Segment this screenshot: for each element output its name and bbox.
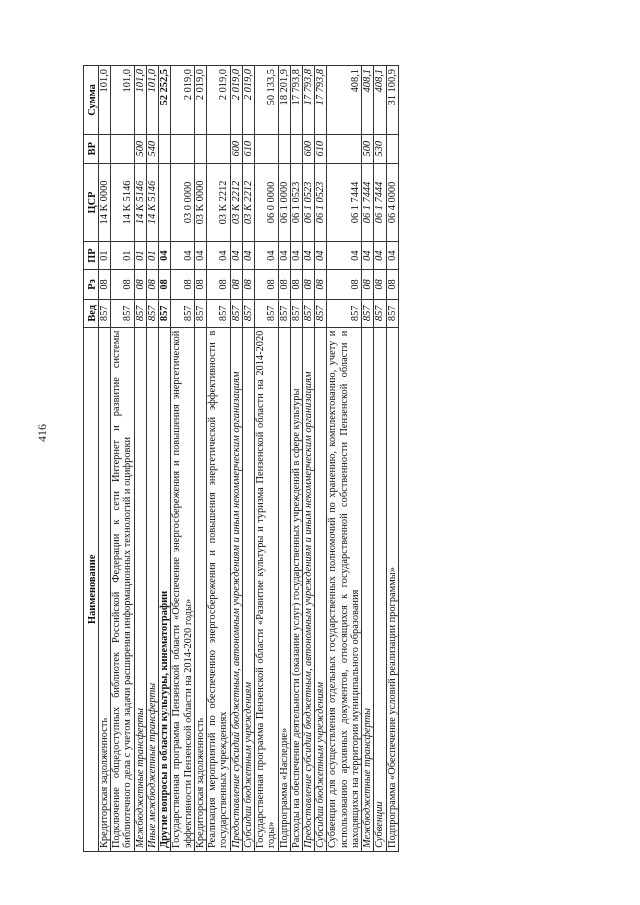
cell-name: Предоставление субсидий бюджетным, автономным учреждениям и иным некоммерческим организациям [302, 327, 314, 851]
cell-vr: 600 [302, 134, 314, 163]
header-name: Наименование [84, 327, 99, 851]
cell-vr [171, 134, 194, 163]
cell-rz: 08 [278, 270, 290, 300]
cell-ved: 857 [99, 299, 111, 327]
cell-name: Государственная программа Пензенской области «Обеспечение энергосбережения и повышения энергетической эффективности Пензенской области на 2014-2020 годы» [171, 327, 194, 851]
cell-name: Межбюджетные трансферты [362, 327, 374, 851]
table-body [99, 66, 399, 852]
cell-name: Подключение общедоступных библиотек Российской Федерации к сети Интернет и развитие системы библиотечного дела с учетом задачи расширения информационных технологий и оцифровки [111, 327, 134, 851]
header-sum: Сумма [84, 66, 99, 135]
cell-name: Подпрограмма «Обеспечение условий реализации программы» [386, 327, 398, 851]
cell-vr [159, 134, 171, 163]
header-csr: ЦСР [84, 163, 99, 242]
table-row [134, 66, 146, 852]
cell-pr: 04 [362, 242, 374, 270]
table-row [278, 66, 290, 852]
cell-vr: 600 [230, 134, 242, 163]
table-row [159, 66, 171, 852]
cell-ved: 857 [146, 299, 158, 327]
cell-rz: 08 [386, 270, 398, 300]
cell-name: Межбюджетные трансферты [134, 327, 146, 851]
header-vr: ВР [84, 134, 99, 163]
cell-vr: 500 [134, 134, 146, 163]
cell-rz: 08 [315, 270, 327, 300]
cell-csr: 06 1 0523 [302, 163, 314, 242]
cell-ved: 857 [278, 299, 290, 327]
cell-sum: 408,1 [362, 66, 374, 135]
cell-sum: 31 100,9 [386, 66, 398, 135]
cell-pr: 04 [194, 242, 206, 270]
table-row [230, 66, 242, 852]
header-ved: Вед [84, 299, 99, 327]
cell-pr: 04 [278, 242, 290, 270]
budget-table-container [83, 65, 556, 852]
cell-ved: 857 [290, 299, 302, 327]
table-row [242, 66, 254, 852]
cell-vr [290, 134, 302, 163]
cell-ved: 857 [207, 299, 230, 327]
cell-ved: 857 [362, 299, 374, 327]
cell-vr: 540 [146, 134, 158, 163]
cell-rz: 08 [111, 270, 134, 300]
cell-ved: 857 [171, 299, 194, 327]
cell-ved: 857 [194, 299, 206, 327]
table-row [362, 66, 374, 852]
cell-csr: 06 0 0000 [255, 163, 278, 242]
cell-pr: 04 [230, 242, 242, 270]
cell-pr: 04 [242, 242, 254, 270]
cell-sum: 2 019,0 [194, 66, 206, 135]
table-row [302, 66, 314, 852]
table-row [207, 66, 230, 852]
cell-sum: 101,0 [99, 66, 111, 135]
cell-name: Предоставление субсидий бюджетным, автономным учреждениям и иным некоммерческим организациям [230, 327, 242, 851]
cell-vr [207, 134, 230, 163]
cell-csr: 14 K 5146 [134, 163, 146, 242]
cell-ved: 857 [134, 299, 146, 327]
cell-vr [327, 134, 362, 163]
cell-csr: 03 K 0000 [194, 163, 206, 242]
header-rz: Рз [84, 270, 99, 300]
cell-rz: 08 [230, 270, 242, 300]
cell-sum: 52 252,5 [159, 66, 171, 135]
cell-sum: 2 019,0 [207, 66, 230, 135]
cell-sum: 101,0 [111, 66, 134, 135]
cell-vr: 500 [362, 134, 374, 163]
cell-vr: 530 [374, 134, 386, 163]
cell-rz: 08 [159, 270, 171, 300]
cell-vr [278, 134, 290, 163]
cell-csr: 06 4 0000 [386, 163, 398, 242]
cell-name: Другие вопросы в области культуры, кинематографии [159, 327, 171, 851]
cell-ved: 857 [386, 299, 398, 327]
cell-sum: 101,0 [146, 66, 158, 135]
cell-pr: 01 [134, 242, 146, 270]
cell-sum: 2 019,0 [230, 66, 242, 135]
cell-ved: 857 [230, 299, 242, 327]
cell-pr: 04 [386, 242, 398, 270]
table-header-row [84, 66, 99, 852]
cell-name: Кредиторская задолженность [194, 327, 206, 851]
cell-pr: 04 [171, 242, 194, 270]
page-number: 416 [35, 424, 49, 442]
cell-sum: 17 793,8 [290, 66, 302, 135]
table-row [111, 66, 134, 852]
cell-sum: 2 019,0 [242, 66, 254, 135]
cell-pr: 04 [207, 242, 230, 270]
cell-ved: 857 [255, 299, 278, 327]
cell-name: Субвенции [374, 327, 386, 851]
cell-rz: 08 [374, 270, 386, 300]
table-row [171, 66, 194, 852]
cell-name: Государственная программа Пензенской области «Развитие культуры и туризма Пензенской области на 2014-2020 годы» [255, 327, 278, 851]
cell-vr: 610 [242, 134, 254, 163]
cell-csr: 03 K 2212 [207, 163, 230, 242]
cell-pr: 04 [159, 242, 171, 270]
cell-csr: 06 1 7444 [374, 163, 386, 242]
cell-sum: 17 793,8 [315, 66, 327, 135]
cell-rz: 08 [146, 270, 158, 300]
cell-rz: 08 [327, 270, 362, 300]
cell-rz: 08 [171, 270, 194, 300]
cell-sum: 408,1 [374, 66, 386, 135]
cell-name: Реализация мероприятий по обеспечению энергосбережения и повышения энергетической эффективности в государственных учреждениях [207, 327, 230, 851]
cell-name: Субсидии бюджетным учреждениям [242, 327, 254, 851]
cell-pr: 04 [327, 242, 362, 270]
cell-vr: 610 [315, 134, 327, 163]
cell-pr: 04 [315, 242, 327, 270]
cell-csr: 06 1 0000 [278, 163, 290, 242]
cell-ved: 857 [374, 299, 386, 327]
cell-vr [99, 134, 111, 163]
cell-rz: 08 [194, 270, 206, 300]
cell-csr: 03 K 2212 [230, 163, 242, 242]
cell-name: Иные межбюджетные трансферты [146, 327, 158, 851]
cell-name: Кредиторская задолженность [99, 327, 111, 851]
cell-sum: 101,0 [134, 66, 146, 135]
table-row [374, 66, 386, 852]
cell-sum: 17 793,8 [302, 66, 314, 135]
cell-ved: 857 [159, 299, 171, 327]
cell-pr: 01 [111, 242, 134, 270]
cell-vr [386, 134, 398, 163]
cell-sum: 18 201,9 [278, 66, 290, 135]
table-row [255, 66, 278, 852]
cell-rz: 08 [242, 270, 254, 300]
table-row [194, 66, 206, 852]
cell-name: Субсидии бюджетным учреждениям [315, 327, 327, 851]
cell-csr: 06 1 7444 [327, 163, 362, 242]
cell-name: Расходы на обеспечение деятельности (оказание услуг) государственных учреждений в сфере культуры [290, 327, 302, 851]
cell-vr [255, 134, 278, 163]
cell-pr: 04 [290, 242, 302, 270]
cell-rz: 08 [290, 270, 302, 300]
cell-pr: 04 [374, 242, 386, 270]
cell-rz: 08 [362, 270, 374, 300]
cell-sum: 2 019,0 [171, 66, 194, 135]
cell-name: Субвенции для осуществления отдельных государственных полномочий по хранению, комплектованию, учету и использованию архивных документов, относящихся к государственной собственности Пензенской области и находящихся на территории муниципального образования [327, 327, 362, 851]
table-row [146, 66, 158, 852]
cell-ved: 857 [242, 299, 254, 327]
table-row [99, 66, 111, 852]
cell-ved: 857 [327, 299, 362, 327]
cell-csr [159, 163, 171, 242]
cell-name: Подпрограмма «Наследие» [278, 327, 290, 851]
table-row [327, 66, 362, 852]
cell-vr [111, 134, 134, 163]
cell-csr: 14 K 0000 [99, 163, 111, 242]
cell-rz: 08 [302, 270, 314, 300]
table-row [386, 66, 398, 852]
cell-csr: 14 K 5146 [146, 163, 158, 242]
cell-csr: 06 1 0523 [290, 163, 302, 242]
cell-pr: 04 [255, 242, 278, 270]
cell-pr: 01 [146, 242, 158, 270]
cell-csr: 06 1 0523 [315, 163, 327, 242]
table-row [290, 66, 302, 852]
table-row [315, 66, 327, 852]
cell-sum: 50 133,5 [255, 66, 278, 135]
cell-ved: 857 [111, 299, 134, 327]
cell-ved: 857 [302, 299, 314, 327]
cell-sum: 408,1 [327, 66, 362, 135]
cell-rz: 08 [99, 270, 111, 300]
cell-rz: 08 [255, 270, 278, 300]
cell-pr: 01 [99, 242, 111, 270]
cell-csr: 03 0 0000 [171, 163, 194, 242]
cell-ved: 857 [315, 299, 327, 327]
cell-vr [194, 134, 206, 163]
budget-table [83, 65, 399, 852]
cell-pr: 04 [302, 242, 314, 270]
cell-csr: 14 K 5146 [111, 163, 134, 242]
cell-rz: 08 [207, 270, 230, 300]
cell-csr: 06 1 7444 [362, 163, 374, 242]
header-pr: ПР [84, 242, 99, 270]
cell-rz: 08 [134, 270, 146, 300]
cell-csr: 03 K 2212 [242, 163, 254, 242]
